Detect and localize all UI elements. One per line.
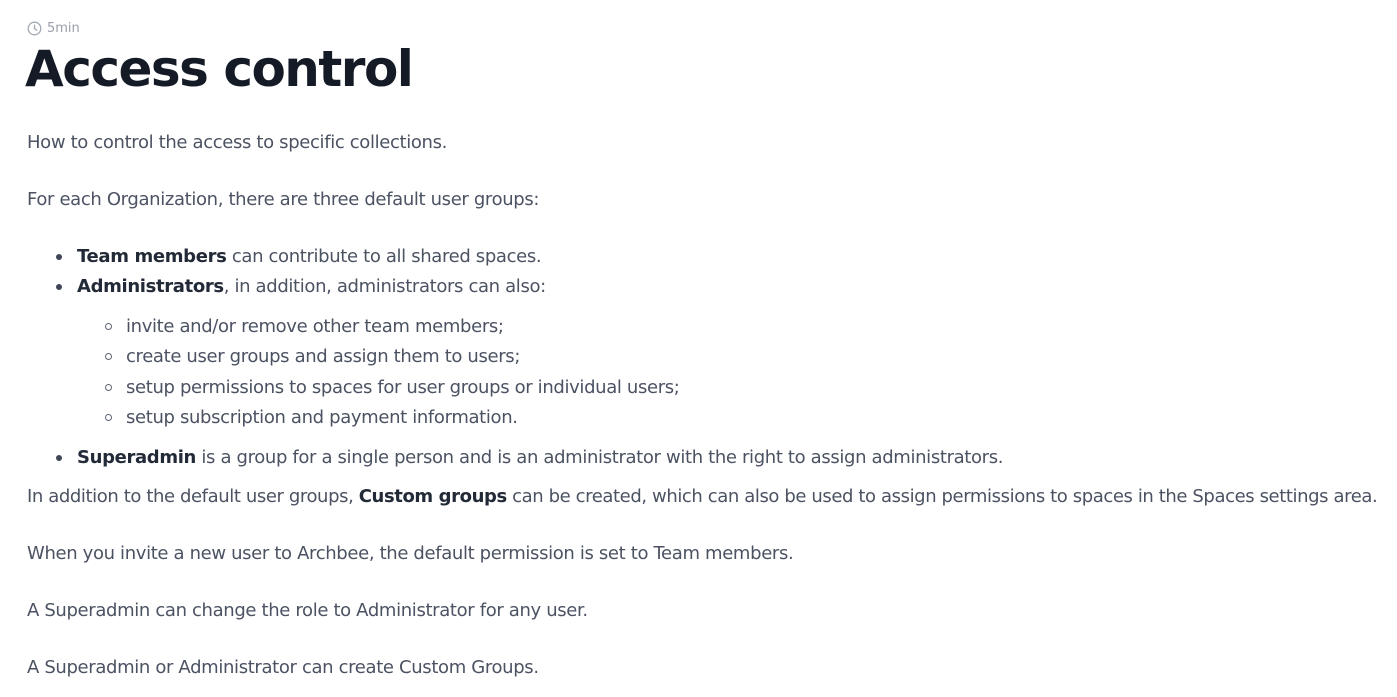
custom-groups-paragraph	[27, 484, 1377, 510]
custom-groups-creation-paragraph: A Superadmin or Administrator can create Custom Groups.	[27, 657, 539, 678]
custom-groups-tail: can be created, which can also be used to assign permissions to spaces in the Spaces settings area.	[506, 486, 1378, 507]
sub-bullet	[105, 353, 112, 360]
sub-bullet	[105, 414, 112, 421]
sub-list-item-text: create user groups and assign them to users;	[126, 346, 521, 367]
sub-list-item-text: setup permissions to spaces for user groups or individual users;	[126, 377, 680, 398]
superadmin-role-paragraph: A Superadmin can change the role to Administrator for any user.	[27, 600, 588, 621]
custom-groups-term: Custom groups	[358, 486, 507, 507]
group-name: Administrators	[77, 276, 224, 297]
sub-bullet	[105, 323, 112, 330]
sub-bullet	[105, 384, 112, 391]
clock-icon	[27, 21, 42, 36]
bullet-dot	[56, 254, 62, 260]
intro-paragraph: How to control the access to specific collections.	[27, 132, 448, 153]
groups-intro-paragraph: For each Organization, there are three default user groups:	[27, 189, 540, 210]
group-description: can contribute to all shared spaces.	[226, 246, 542, 267]
list-item-text	[77, 244, 541, 270]
group-description: is a group for a single person and is an administrator with the right to assign administrators.	[196, 447, 1004, 468]
read-time-label: 5min	[47, 20, 80, 36]
group-name: Superadmin	[77, 447, 197, 468]
list-item-text	[77, 274, 546, 300]
group-description: , in addition, administrators can also:	[223, 276, 546, 297]
list-item-text	[77, 445, 1003, 471]
bullet-dot	[56, 284, 62, 290]
page-title: Access control	[25, 40, 413, 98]
group-name: Team members	[77, 246, 227, 267]
bullet-dot	[56, 455, 62, 461]
custom-groups-lead: In addition to the default user groups,	[27, 486, 359, 507]
sub-list-item-text: invite and/or remove other team members;	[126, 316, 504, 337]
sub-list-item-text: setup subscription and payment information.	[126, 407, 518, 428]
invite-default-paragraph: When you invite a new user to Archbee, the default permission is set to Team members.	[27, 543, 794, 564]
read-time	[27, 19, 80, 37]
